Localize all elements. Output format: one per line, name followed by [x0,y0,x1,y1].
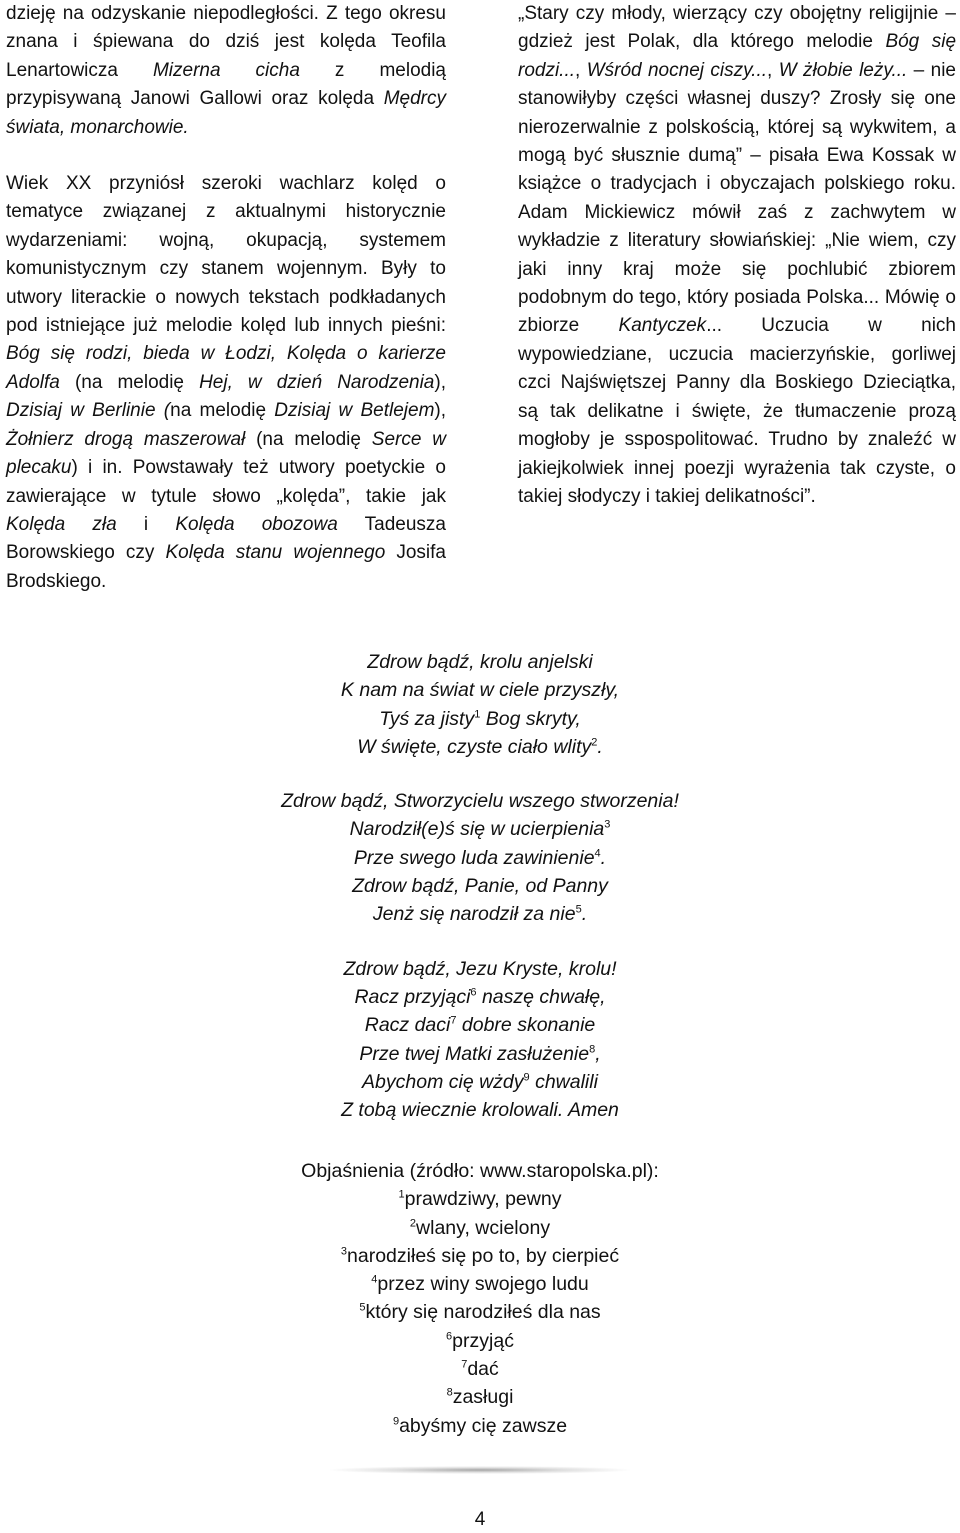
italic-title: W żłobie leży... [778,59,908,81]
footnote-marker: 1 [474,708,481,721]
footnote-marker: 9 [523,1071,530,1084]
footnote-marker: 6 [470,986,477,999]
footnote-number: 8 [446,1386,453,1399]
text-run: i [116,513,176,535]
italic-title: Kolęda zła [6,513,117,535]
footnote-number: 6 [446,1330,453,1343]
poem-line [0,1068,960,1096]
footnote-text: przez winy swojego ludu [377,1273,589,1296]
poem-line [0,705,960,733]
italic-title: Mizerna cicha [152,59,300,81]
poem-line [0,1096,960,1124]
poem-text: Bog skryty, [480,707,581,730]
footnote-text: wlany, wcielony [416,1216,551,1239]
footnote-text: dać [467,1358,499,1381]
poem-line [0,955,960,983]
text-run: „Stary czy młody, wierzący czy obojętny religijnie – gdzież jest Polak, dla którego melodie [518,3,956,53]
footnote-item [0,1214,960,1242]
poem-text: . [581,903,588,926]
italic-title: Dzisiaj w Berlinie ( [6,400,171,422]
footnote-text: prawdziwy, pewny [404,1188,562,1211]
poem-line [0,872,960,900]
footnote-item [0,1327,960,1355]
poem-line [0,787,960,815]
paragraph [518,0,956,511]
poem-line [0,1011,960,1039]
footnotes [0,1157,960,1440]
footnote-marker: 8 [589,1043,596,1056]
footnote-marker: 3 [604,818,611,831]
footnote-item [0,1242,960,1270]
poem-line [0,648,960,676]
text-run: ), [434,371,446,393]
footnote-marker: 7 [450,1014,457,1027]
text-run: z melodią przypisywaną Janowi Gallowi oraz kolęda [6,59,446,110]
poem-line [0,900,960,928]
text-run: , [575,59,587,81]
poem-text: Jenż się narodził za nie [372,903,576,926]
poem-text: Zdrow bądź, Stworzycielu wszego stworzenia! [281,790,679,813]
poem-text: naszę chwałę, [476,985,606,1008]
paragraph [6,170,446,596]
poem-text: Narodził(e)ś się w ucierpienia [349,818,605,841]
poem-text: Zdrow bądź, krolu anjelski [367,651,593,673]
footnote-marker: 4 [594,847,601,860]
footnote-number: 1 [398,1188,405,1201]
footnote-text: abyśmy cię zawsze [399,1414,568,1437]
paragraph [6,0,446,142]
footnote-text: zasługi [452,1386,514,1409]
right-text-column [518,0,956,511]
text-run: (na melodię [59,371,200,393]
footnote-marker: 2 [591,736,598,749]
italic-title: Serce w plecaku [6,428,446,479]
poem-text: Prze swego luda zawinienie [353,846,595,869]
text-run: ) i in. Powstawały też utwory poetyckie o zawierające w tytule słowo „kolęda”, takie jak [6,457,446,507]
footnote-text: narodziłeś się po to, by cierpieć [347,1244,620,1267]
italic-title: Bóg się rodzi, bieda w Łodzi, Kolęda o karierze Adolfa [6,343,446,393]
poem [0,648,960,1150]
poem-text: . [600,846,607,869]
italic-title: Kolęda stanu wojennego [165,542,386,564]
poem-line [0,733,960,761]
italic-title: Hej, w dzień Narodzenia [199,371,435,393]
poem-text: chwalili [529,1070,598,1093]
poem-line [0,676,960,704]
footnote-number: 7 [461,1358,468,1371]
poem-line [0,983,960,1011]
footnote-number: 5 [359,1301,366,1314]
poem-stanza [0,955,960,1125]
footnote-item [0,1355,960,1383]
footnote-item [0,1383,960,1411]
poem-text: W święte, czyste ciało wlity [357,735,592,758]
poem-text: . [597,735,603,758]
italic-title: Dzisiaj w Betlejem [274,400,435,422]
page-number: 4 [474,1509,486,1530]
footnotes-heading: Objaśnienia (źródło: www.staropolska.pl): [301,1160,659,1182]
poem-line [0,844,960,872]
poem-text: Racz daci [364,1014,451,1037]
footnote-item [0,1298,960,1326]
footnote-number: 9 [392,1415,400,1428]
poem-line [0,1040,960,1068]
text-run: ), [434,400,447,422]
poem-text: Abychom cię wżdy [362,1070,524,1093]
footnotes-list [0,1185,960,1440]
italic-title: Bóg się rodzi... [518,31,957,81]
text-run: (na melodię [245,428,372,450]
footnote-text: który się narodziłeś dla nas [365,1301,601,1324]
decorative-divider [330,1466,630,1474]
footnote-number: 3 [340,1245,348,1258]
text-run: , [767,59,779,81]
footnote-text: przyjąć [452,1329,514,1352]
text-run: dzieję na odzyskanie niepodległości. Z tego okresu znana i śpiewana do dziś jest kolęda Teofila Lenartowicza [6,3,446,81]
text-run: Josifa Brodskiego. [6,542,447,592]
footnote-number: 2 [409,1217,417,1230]
footnote-item [0,1412,960,1440]
text-run: na melodię [170,400,275,422]
italic-title: Kantyczek [618,315,707,337]
text-run: – nie stanowiłyby części własnej duszy? Zrosły się one nierozerwalnie z polskością, której są wykwitem, a mogą być słusznie dumą” – pisała Ewa Kossak w książce o tradycjach i obyczajach polskiego roku. Adam Mickiewicz mówił zaś z zachwytem w wykładzie z literatury słowiańskiej: „Nie wiem, czy jaki inny kraj może się pochlubić zbiorem podobnym do tego, który posiada Polska... Mówię o zbiorze [518,59,956,337]
poem-text: K nam na świat w ciele przyszły, [340,679,620,702]
poem-line [0,815,960,843]
poem-text: Prze twej Matki zasłużenie [359,1042,590,1065]
poem-text: dobre skonanie [456,1014,596,1037]
poem-stanza [0,648,960,761]
italic-title: Wśród nocnej ciszy... [586,59,768,81]
poem-text: Tyś za jisty [379,707,475,730]
poem-text: Z tobą wiecznie krolowali. Amen [341,1099,619,1122]
poem-text: , [595,1042,601,1065]
footnote-item [0,1185,960,1213]
poem-text: Racz przyjąci [354,985,471,1008]
footnote-item [0,1270,960,1298]
text-run: Tadeusza Borowskiego czy [6,513,446,564]
text-run: ... Uczucia w nich wypowiedziane, uczucia macierzyńskie, gorliwej czci Najświętszej Panny dla Boskiego Dzieciątka, są tak delikatne i święte, że tłumaczenie prozą mogłoby je sspospolitować. Trudno by znaleźć w jakiejkolwiek innej poezji wyrażenia tak czyste, o takiej słodyczy i takiej delikatności”. [518,315,957,507]
poem-stanza [0,787,960,928]
footnote-number: 4 [371,1273,378,1286]
footnote-marker: 5 [575,903,582,916]
poem-text: Zdrow bądź, Panie, od Panny [352,875,608,898]
poem-text: Zdrow bądź, Jezu Kryste, krolu! [343,957,617,980]
text-run: Wiek XX przyniósł szeroki wachlarz kolęd o tematyce związanej z aktualnymi historycznie wydarzeniami: wojną, okupacją, systemem komunistycznym czy stanem wojennym. Były to utwory literackie o nowych tekstach podkładanych pod istniejące już melodie kolęd lub innych pieśni: [6,173,446,337]
italic-title: Kolęda obozowa [175,513,338,535]
italic-title: Mędrcy świata, monarchowie. [6,88,446,138]
italic-title: Żołnierz drogą maszerował [6,428,246,450]
left-text-column [6,0,446,596]
